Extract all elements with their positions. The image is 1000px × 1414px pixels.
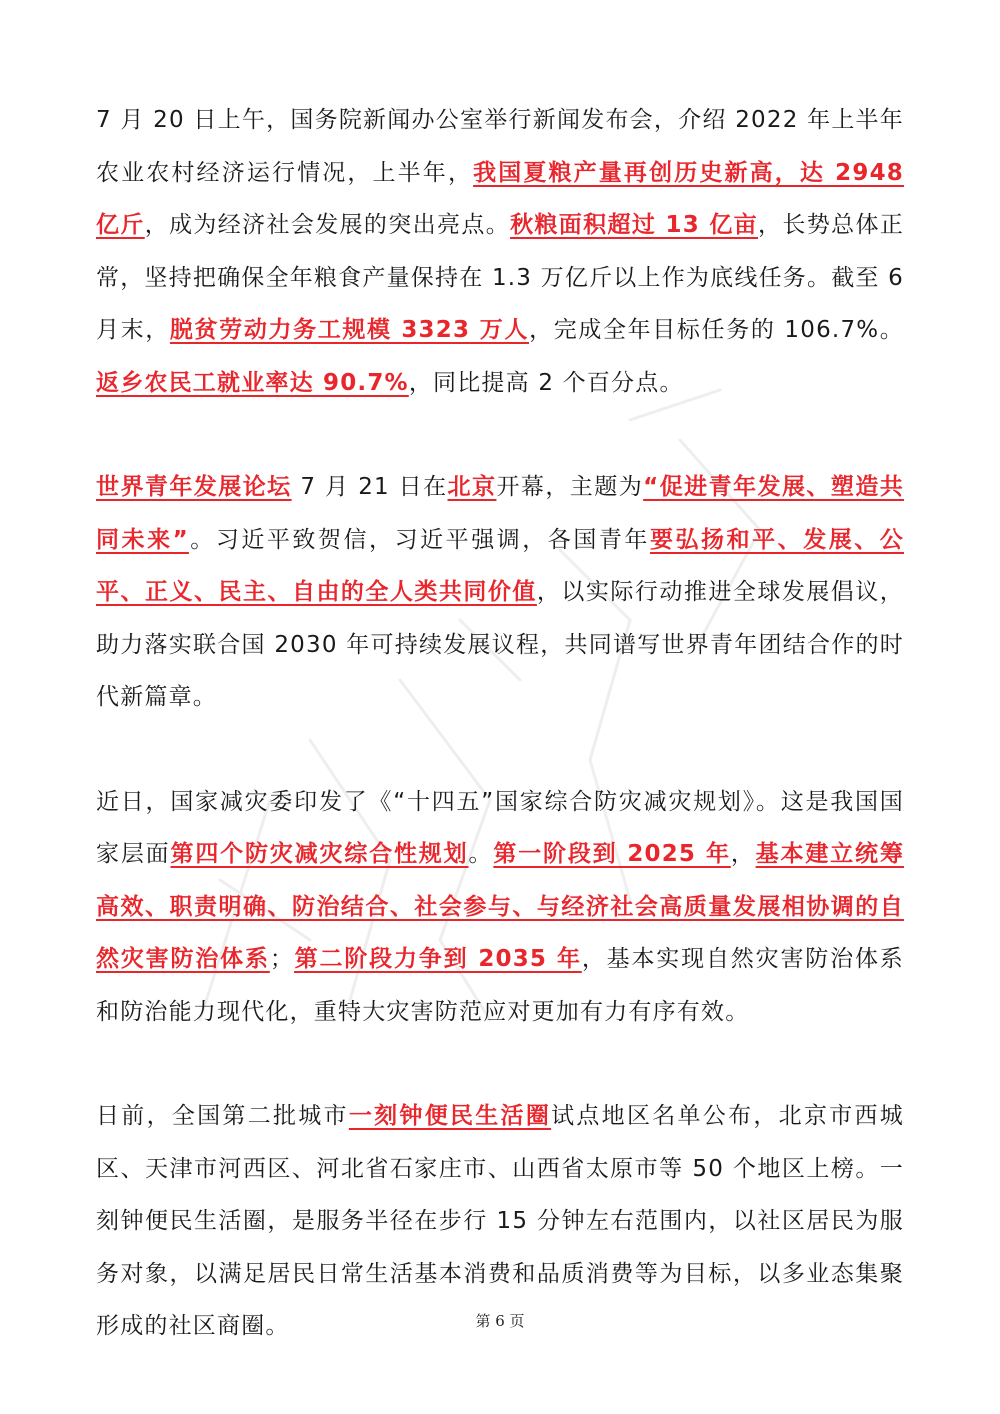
body-text: 试点地区名单公布，北京市西城区、天津市河西区、河北省石家庄市、山西省太原市等 50 个地区上榜。一刻钟便民生活圈，是服务半径在步行 15 分钟左右范围内，以社区居民为服务对象，以满足居民日常生活基本消费和品质消费等为目标，以多业态集聚形成的社区商圈。 (96, 1103, 904, 1339)
highlighted-text: 基本建立统筹高效、职责明确、防治结合、社会参与、与经济社会高质量发展相协调的自然灾害防治体系 (96, 841, 905, 972)
highlighted-text: 世界青年发展论坛 (96, 474, 292, 500)
body-text: 。 (468, 841, 494, 867)
body-text: ，完成全年目标任务的 106.7%。 (529, 317, 904, 343)
highlighted-text: 第四个防灾减灾综合性规划 (170, 841, 469, 867)
body-text: ，成为经济社会发展的突出亮点。 (144, 212, 511, 238)
highlighted-text: 秋粮面积超过 13 亿亩 (510, 212, 759, 238)
highlighted-text: 北京 (447, 474, 497, 500)
highlighted-text: 脱贫劳动力务工规模 3323 万人 (169, 317, 530, 343)
highlighted-text: 返乡农民工就业率达 90.7% (96, 369, 409, 396)
news-paragraph-2 (96, 461, 904, 724)
body-text: 。习近平致贺信，习近平强调，各国青年 (188, 526, 650, 553)
highlighted-text: 一刻钟便民生活圈 (348, 1103, 552, 1129)
body-text: ，以实际行动推进全球发展倡议，助力落实联合国 2030 年可持续发展议程，共同谱写世界青年团结合作的时代新篇章。 (96, 579, 904, 710)
body-text: 日前，全国第二批城市 (96, 1103, 349, 1129)
body-text: ， (730, 841, 756, 867)
article-body (96, 94, 904, 1353)
news-paragraph-3 (96, 776, 904, 1039)
body-text: 7 月 20 日上午，国务院新闻办公室举行新闻发布会，介绍 2022 年上半年农业农村经济运行情况，上半年， (96, 107, 904, 186)
body-text: ，长势总体正常，坚持把确保全年粮食产量保持在 1.3 万亿斤以上作为底线任务。截至 6 月末， (96, 212, 905, 343)
highlighted-text: 要弘扬和平、发展、公平、正义、民主、自由的全人类共同价值 (96, 526, 905, 605)
body-text: 开幕，主题为 (496, 474, 644, 500)
body-text: 近日，国家减灾委印发了《“十四五”国家综合防灾减灾规划》。这是我国国家层面 (96, 788, 904, 867)
body-text: ； (269, 946, 295, 972)
page-number: 第 6 页 (475, 1312, 525, 1330)
highlighted-text: 第二阶段力争到 2035 年 (294, 946, 582, 972)
highlighted-text: 我国夏粮产量再创历史新高，达 2948 亿斤 (96, 159, 905, 238)
highlighted-text: “促进青年发展、塑造共同未来” (96, 474, 904, 553)
body-text: 7 月 21 日在 (291, 474, 448, 500)
highlighted-text: 第一阶段到 2025 年 (493, 841, 731, 867)
news-paragraph-1 (96, 94, 904, 409)
body-text: ，同比提高 2 个百分点。 (408, 369, 684, 396)
body-text: ，基本实现自然灾害防治体系和防治能力现代化，重特大灾害防范应对更加有力有序有效。 (96, 946, 904, 1025)
